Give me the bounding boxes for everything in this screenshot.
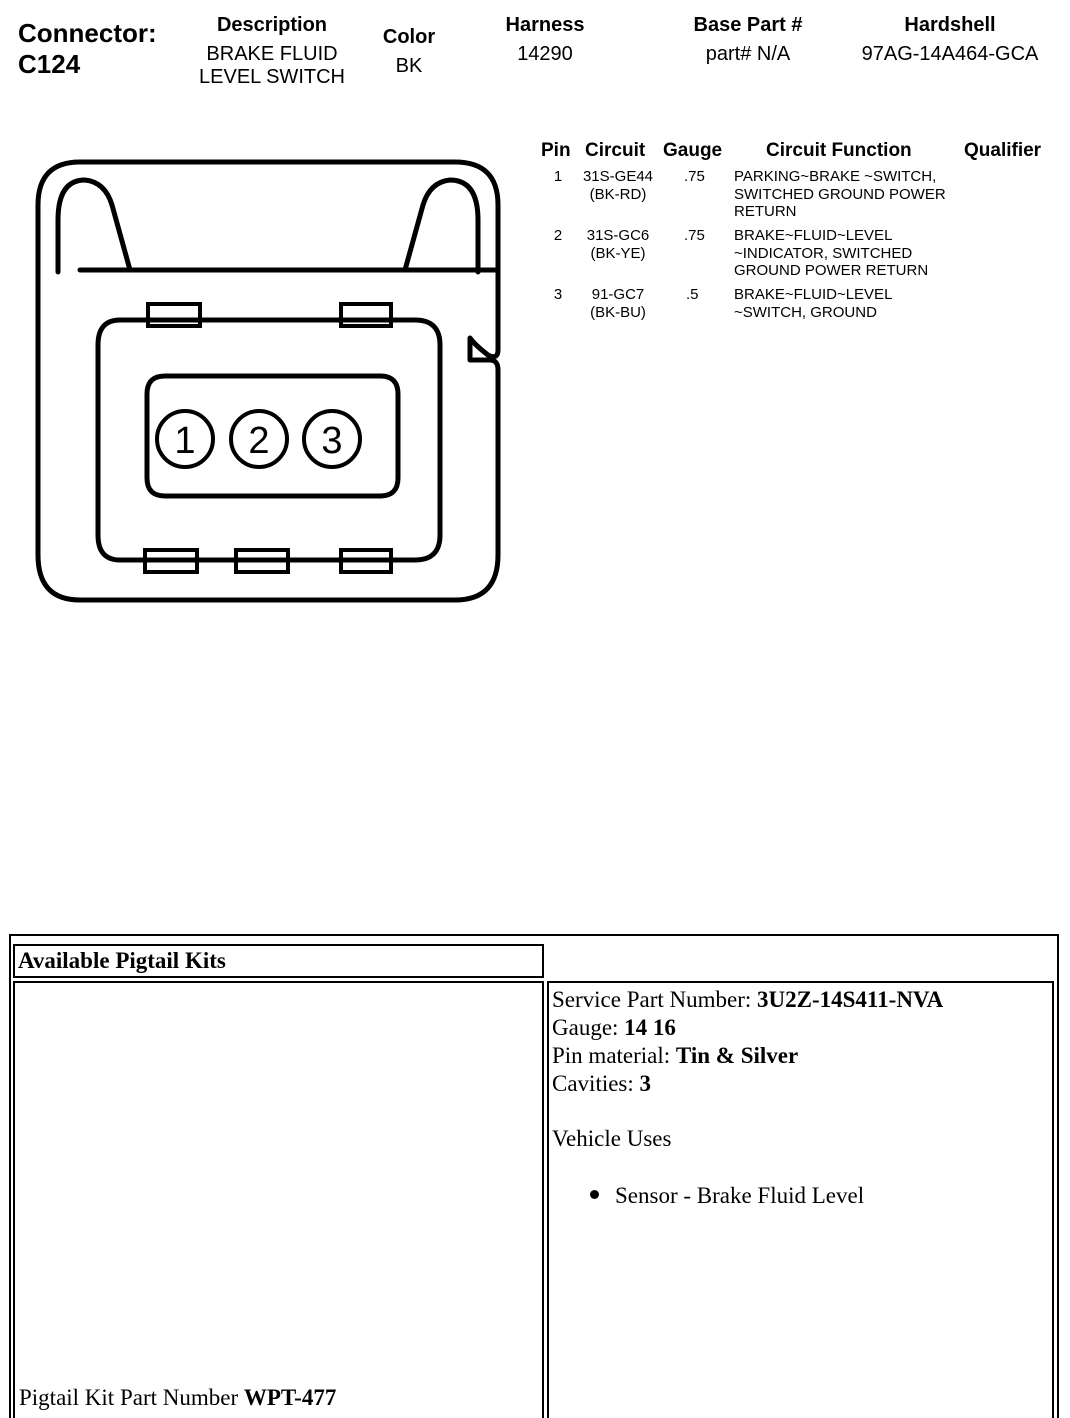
gauge-cell: .75	[684, 168, 705, 185]
vehicle-use-text: Sensor - Brake Fluid Level	[615, 1183, 865, 1208]
harness-value: 14290	[517, 43, 573, 65]
latch-arm-right	[405, 180, 478, 272]
gauge-cell: .5	[686, 286, 699, 303]
service-part-line	[552, 986, 943, 1014]
circuit-cell	[570, 227, 666, 262]
description-line: LEVEL SWITCH	[199, 66, 345, 88]
circuit-cell	[570, 168, 666, 203]
color-label: Color	[382, 26, 436, 48]
function-cell	[734, 168, 946, 221]
bullet-icon	[590, 1190, 599, 1199]
function-line: BRAKE~FLUID~LEVEL	[734, 227, 893, 244]
circuit-id: 31S-GE44	[582, 168, 654, 185]
pin-1-label: 1	[174, 420, 196, 462]
pin-material-line	[552, 1042, 943, 1070]
connector-label: Connector:	[18, 18, 157, 48]
description-value	[182, 43, 362, 89]
service-part-value: 3U2Z-14S411-NVA	[757, 987, 944, 1012]
pigtail-image-cell	[13, 981, 544, 1418]
gauge-value: 14 16	[624, 1015, 676, 1040]
base-part-label: Base Part #	[693, 14, 803, 36]
function-line: BRAKE~FLUID~LEVEL	[734, 286, 893, 303]
function-line: PARKING~BRAKE ~SWITCH,	[734, 168, 937, 185]
connector-title	[18, 18, 157, 80]
harness-label: Harness	[505, 14, 585, 36]
top-tab-left	[148, 304, 200, 326]
function-header: Circuit Function	[766, 140, 912, 161]
kit-part-label: Pigtail Kit Part Number	[19, 1385, 244, 1410]
description-line: BRAKE FLUID	[206, 43, 338, 65]
connector-id: C124	[18, 49, 81, 79]
housing-outline	[38, 162, 498, 600]
pigtail-title-cell	[13, 944, 544, 978]
circuit-id: 31S-GC6	[586, 227, 650, 244]
kit-part-number	[19, 1384, 336, 1412]
gauge-label: Gauge:	[552, 1015, 625, 1040]
pin-number: 3	[553, 286, 563, 303]
pigtail-details-cell	[547, 981, 1054, 1418]
gauge-header: Gauge	[663, 140, 723, 161]
pin-2-label: 2	[248, 420, 270, 462]
function-line: RETURN	[734, 203, 797, 220]
pin-material-value: Tin & Silver	[675, 1043, 799, 1068]
gauge-line	[552, 1014, 943, 1042]
cavities-label: Cavities:	[552, 1071, 640, 1096]
connector-diagram	[30, 150, 510, 620]
vehicle-uses-label: Vehicle Uses	[552, 1126, 672, 1151]
function-line: GROUND POWER RETURN	[734, 262, 929, 279]
function-line: ~SWITCH, GROUND	[734, 303, 877, 321]
cavities-line	[552, 1070, 943, 1098]
pigtail-title: Available Pigtail Kits	[18, 948, 226, 973]
vehicle-use-item	[552, 1182, 943, 1210]
qualifier-header: Qualifier	[964, 140, 1042, 161]
circuit-color: (BK-BU)	[590, 303, 646, 321]
pin-number: 2	[553, 227, 563, 244]
color-value: BK	[395, 55, 423, 77]
pin-material-label: Pin material:	[552, 1043, 676, 1068]
pin-3-label: 3	[321, 420, 343, 462]
base-part-value: part# N/A	[705, 43, 791, 65]
pin-header: Pin	[541, 140, 571, 161]
pigtail-details	[552, 986, 943, 1210]
pin-number: 1	[553, 168, 563, 185]
circuit-id: 91-GC7	[591, 286, 645, 303]
circuit-color: (BK-RD)	[589, 185, 647, 203]
function-cell	[734, 227, 928, 280]
function-cell	[734, 286, 892, 321]
hardshell-label: Hardshell	[904, 14, 996, 36]
latch-arm-left	[58, 180, 130, 272]
service-part-label: Service Part Number:	[552, 987, 758, 1012]
description-label: Description	[216, 14, 328, 36]
function-line: ~INDICATOR, SWITCHED	[734, 244, 913, 262]
top-tab-right	[341, 304, 391, 326]
circuit-color: (BK-YE)	[590, 244, 646, 262]
cavities-value: 3	[639, 1071, 652, 1096]
circuit-header: Circuit	[585, 140, 646, 161]
circuit-cell	[570, 286, 666, 321]
gauge-cell: .75	[684, 227, 705, 244]
hardshell-value: 97AG-14A464-GCA	[861, 43, 1039, 65]
kit-part-value: WPT-477	[243, 1385, 337, 1410]
function-line: SWITCHED GROUND POWER	[734, 185, 946, 203]
